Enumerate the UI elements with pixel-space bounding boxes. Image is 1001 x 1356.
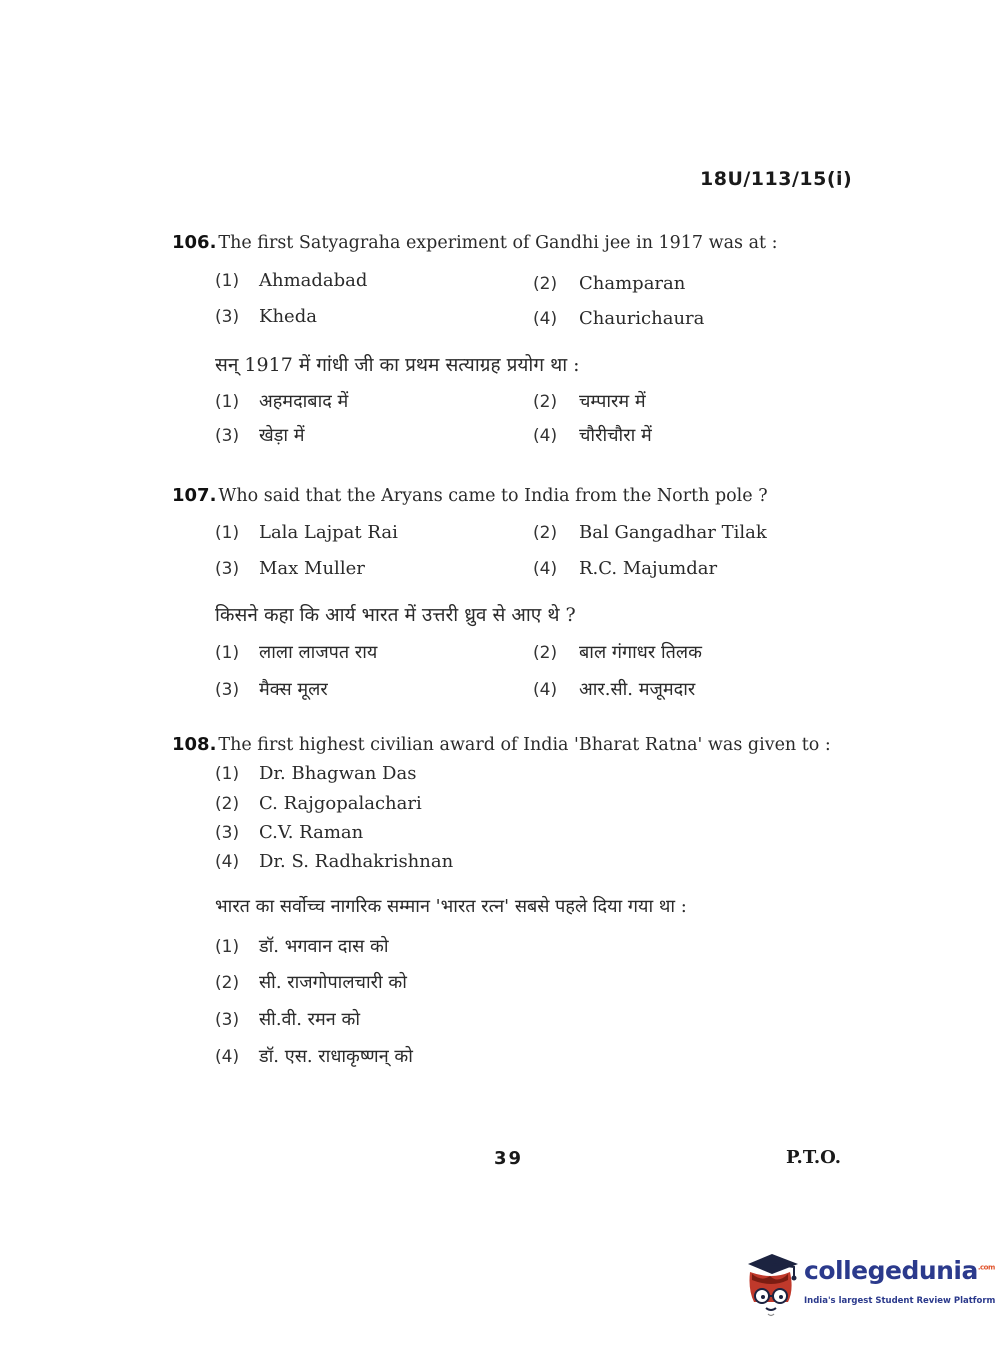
option: (3) C.V. Raman — [215, 822, 364, 843]
question-107 — [172, 485, 768, 506]
mascot-icon — [742, 1250, 802, 1320]
question-106 — [172, 232, 778, 253]
question-108 — [172, 734, 831, 755]
option: (3) खेड़ा में — [215, 425, 305, 446]
question-number: 107. — [172, 485, 217, 506]
option: (1) डॉ. भगवान दास को — [215, 936, 389, 957]
question-number: 106. — [172, 232, 217, 253]
option: (2) Champaran — [533, 273, 686, 294]
brand-name: collegedunia$^{.com}$ — [804, 1256, 995, 1285]
option: (4) Chaurichaura — [533, 308, 705, 329]
option: (2) बाल गंगाधर तिलक — [533, 642, 702, 663]
page-number: 39 — [494, 1148, 524, 1169]
option: (1) Ahmadabad — [215, 270, 368, 291]
question-text-hi: किसने कहा कि आर्य भारत में उत्तरी ध्रुव से आए थे ? — [215, 604, 576, 626]
pto-label: P.T.O. — [786, 1147, 842, 1168]
option: (2) Bal Gangadhar Tilak — [533, 522, 767, 543]
paper-code: 18U/113/15(i) — [700, 168, 853, 190]
option: (4) आर.सी. मजूमदार — [533, 679, 696, 700]
question-text-en: Who said that the Aryans came to India from the North pole ? — [218, 486, 768, 506]
question-text-en: The first highest civilian award of India 'Bharat Ratna' was given to : — [218, 735, 831, 755]
option: (4) डॉ. एस. राधाकृष्णन् को — [215, 1046, 413, 1067]
option: (4) Dr. S. Radhakrishnan — [215, 851, 454, 872]
option: (1) Dr. Bhagwan Das — [215, 763, 417, 784]
option: (1) Lala Lajpat Rai — [215, 522, 398, 543]
option: (3) Max Muller — [215, 558, 365, 579]
brand-tagline: India's largest Student Review Platform — [804, 1296, 996, 1306]
option: (2) चम्पारम में — [533, 391, 646, 412]
option: (2) सी. राजगोपालचारी को — [215, 972, 407, 993]
question-text-en: The first Satyagraha experiment of Gandhi jee in 1917 was at : — [218, 233, 778, 253]
question-text-hi: भारत का सर्वोच्च नागरिक सम्मान 'भारत रत्न' सबसे पहले दिया गया था : — [215, 896, 687, 917]
option: (2) C. Rajgopalachari — [215, 793, 422, 814]
option: (1) लाला लाजपत राय — [215, 642, 378, 663]
option: (1) अहमदाबाद में — [215, 391, 349, 412]
option: (3) सी.वी. रमन को — [215, 1009, 360, 1030]
collegedunia-logo — [742, 1250, 996, 1322]
option: (4) चौरीचौरा में — [533, 425, 652, 446]
option: (3) Kheda — [215, 306, 317, 327]
option: (4) R.C. Majumdar — [533, 558, 718, 579]
question-number: 108. — [172, 734, 217, 755]
option: (3) मैक्स मूलर — [215, 679, 328, 700]
question-text-hi: सन् 1917 में गांधी जी का प्रथम सत्याग्रह प्रयोग था : — [215, 354, 580, 376]
